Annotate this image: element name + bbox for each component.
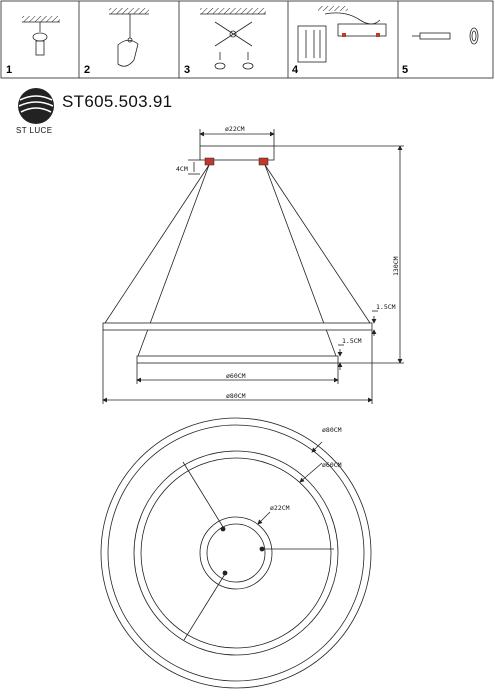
dim-top-canopy-diameter: ø22CM xyxy=(270,504,290,512)
canopy-connector xyxy=(259,158,268,165)
canopy-inner xyxy=(207,524,265,582)
outer-ring-outer-edge xyxy=(101,418,371,688)
spoke xyxy=(183,462,223,527)
dim-inner-ring-diameter: ø60CM xyxy=(226,372,246,380)
cable xyxy=(105,165,209,323)
inner-ring-outer-edge xyxy=(134,451,338,655)
step-number: 3 xyxy=(184,64,191,76)
connector-point xyxy=(221,527,225,531)
dim-inner-ring-thickness: 1.5CM xyxy=(342,337,362,345)
step-number: 5 xyxy=(402,64,409,76)
outer-ring-side xyxy=(103,323,372,330)
step-3-illustration xyxy=(200,8,266,69)
step-number: 1 xyxy=(6,64,13,76)
brand-name: ST LUCE xyxy=(16,126,53,135)
dim-outer-ring-diameter: ø80CM xyxy=(226,392,246,400)
model-number: ST605.503.91 xyxy=(62,92,173,111)
side-view-drawing xyxy=(103,129,404,404)
canopy-outer xyxy=(200,517,272,589)
st-luce-logo-icon xyxy=(18,88,54,124)
step-4-illustration xyxy=(298,6,386,62)
dim-top-outer-diameter: ø80CM xyxy=(322,426,342,434)
spoke xyxy=(184,574,225,640)
inner-ring-side xyxy=(137,356,338,363)
installation-steps xyxy=(1,1,493,78)
step-1-illustration xyxy=(22,16,60,55)
step-5-illustration xyxy=(412,28,478,44)
dim-canopy-diameter: ø22CM xyxy=(225,125,245,133)
step-number: 2 xyxy=(84,64,91,76)
connector-point xyxy=(260,547,264,551)
dim-total-height: 130CM xyxy=(392,256,400,276)
cable xyxy=(265,165,370,323)
dim-canopy-height: 4CM xyxy=(176,165,188,173)
inner-ring-inner-edge xyxy=(141,458,331,648)
top-view-drawing xyxy=(101,418,371,688)
connector-point xyxy=(223,571,227,575)
step-number: 4 xyxy=(292,64,299,76)
dim-outer-ring-thickness: 1.5CM xyxy=(376,303,396,311)
step-2-illustration xyxy=(109,8,149,66)
dim-top-inner-diameter: ø60CM xyxy=(322,461,342,469)
canopy-connector xyxy=(205,158,214,165)
